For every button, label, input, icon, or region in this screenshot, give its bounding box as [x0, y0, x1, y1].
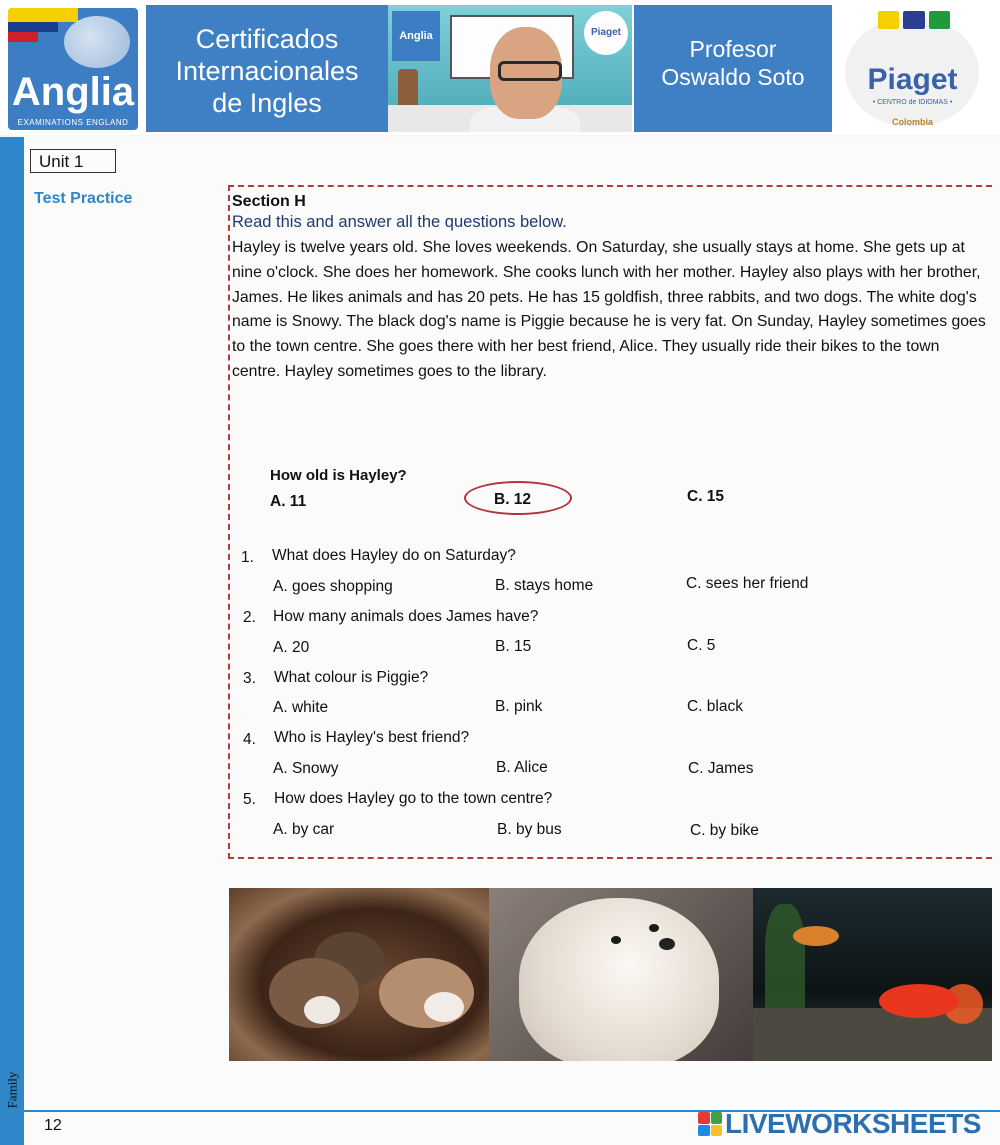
rabbits-photo	[229, 888, 489, 1061]
teacher-photo	[388, 5, 632, 132]
selected-answer-circle	[464, 481, 572, 515]
piaget-logo-country: Colombia	[891, 117, 933, 127]
question-2-text: How many animals does James have?	[273, 608, 539, 625]
question-1-option-b[interactable]: B. stays home	[495, 577, 594, 594]
question-2-option-b[interactable]: B. 15	[495, 638, 532, 655]
question-4-text: Who is Hayley's best friend?	[274, 729, 470, 746]
question-2-number: 2.	[243, 609, 256, 626]
question-5-option-b[interactable]: B. by bus	[497, 821, 562, 838]
globe-icon	[64, 16, 130, 68]
question-5-option-c[interactable]: C. by bike	[690, 822, 759, 839]
piaget-logo-sub: • CENTRO de IDIOMAS •	[872, 99, 953, 106]
question-4-option-c[interactable]: C. James	[688, 760, 754, 777]
profesor-box	[634, 5, 832, 132]
question-4-number: 4.	[243, 731, 256, 748]
page-number: 12	[44, 1117, 62, 1134]
question-1-option-a[interactable]: A. goes shopping	[273, 578, 393, 595]
question-3-text: What colour is Piggie?	[274, 669, 429, 686]
mini-piaget-logo: Piaget	[584, 11, 628, 55]
title-box	[146, 5, 388, 132]
goldfish-photo	[753, 888, 992, 1061]
example-option-c[interactable]: C. 15	[687, 488, 725, 505]
title-line-2: Internacionales	[175, 56, 359, 86]
question-1-number: 1.	[241, 549, 254, 566]
question-4-option-a[interactable]: A. Snowy	[273, 760, 339, 777]
liveworksheets-text: LIVEWORKSHEETS	[725, 1108, 981, 1139]
question-3-number: 3.	[243, 670, 256, 687]
test-practice-label: Test Practice	[34, 190, 133, 207]
piaget-logo	[840, 5, 985, 132]
example-question: How old is Hayley?	[270, 467, 407, 484]
reading-passage: Hayley is twelve years old. She loves weekends. On Saturday, she usually stays at home. She gets up at nine o'clock. She does her homework. She cooks lunch with her mother. Hayley also plays with her brother, James. He likes animals and has 20 pets. He has 15 goldfish, three rabbits, and two dogs. The white dog's name is Snowy. The black dog's name is Piggie because he is very fat. On Sunday, Hayley sometimes goes to the town centre. She goes there with her best friend, Alice. They usually ride their bikes to the town centre. Hayley sometimes goes to the library.	[232, 239, 986, 380]
flags-icon	[878, 11, 950, 35]
instruction: Read this and answer all the questions below.	[232, 213, 567, 231]
example-option-b[interactable]: B. 12	[494, 491, 532, 508]
side-family-label: Family	[4, 1071, 20, 1109]
liveworksheets-icon	[698, 1112, 722, 1136]
question-3-option-a[interactable]: A. white	[273, 699, 329, 716]
question-5-option-a[interactable]: A. by car	[273, 821, 335, 838]
title-line-3: de Ingles	[212, 88, 322, 118]
question-5-number: 5.	[243, 791, 256, 808]
unit-label: Unit 1	[30, 149, 116, 173]
question-1-option-c[interactable]: C. sees her friend	[686, 575, 809, 592]
white-dog-photo	[489, 888, 753, 1061]
question-1-text: What does Hayley do on Saturday?	[272, 547, 516, 564]
liveworksheets-logo	[698, 1108, 981, 1140]
question-4-option-b[interactable]: B. Alice	[496, 759, 548, 776]
title-text	[146, 23, 388, 119]
profesor-text	[634, 35, 832, 91]
question-3-option-b[interactable]: B. pink	[495, 698, 543, 715]
profesor-line-2: Oswaldo Soto	[661, 64, 805, 90]
pets-photos	[229, 888, 992, 1061]
section-title: Section H	[232, 193, 306, 210]
anglia-logo-word: Anglia	[11, 70, 135, 114]
mini-anglia-logo: Anglia	[392, 11, 440, 61]
side-strip	[0, 137, 24, 1145]
anglia-logo-sub: EXAMINATIONS ENGLAND	[17, 118, 129, 127]
question-2-option-a[interactable]: A. 20	[273, 639, 310, 656]
profesor-line-1: Profesor	[689, 36, 777, 62]
anglia-logo	[8, 8, 138, 130]
example-option-a[interactable]: A. 11	[270, 493, 307, 510]
question-2-option-c[interactable]: C. 5	[687, 637, 716, 654]
title-line-1: Certificados	[195, 24, 339, 54]
glasses-icon	[498, 61, 562, 81]
piaget-logo-word: Piaget	[867, 63, 958, 96]
question-5-text: How does Hayley go to the town centre?	[274, 790, 553, 807]
question-3-option-c[interactable]: C. black	[687, 698, 743, 715]
